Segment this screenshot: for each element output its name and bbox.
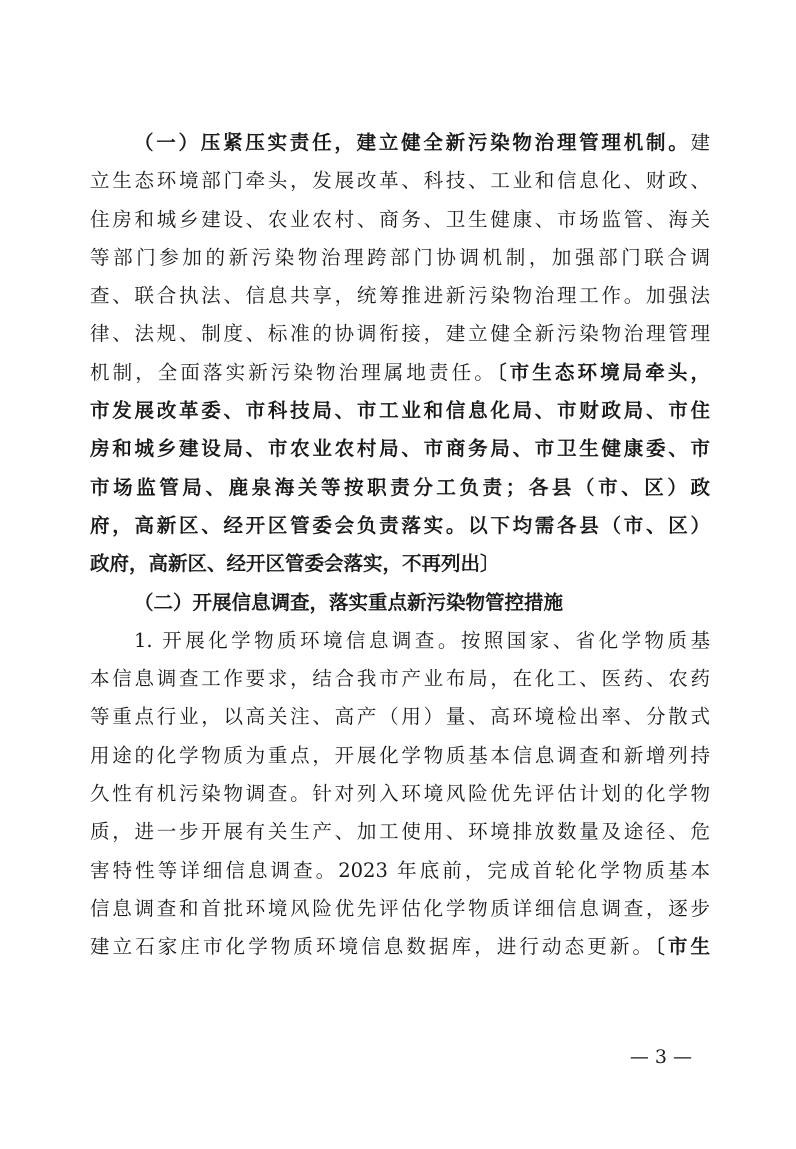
text-segment: 立生态环境部门牵头，发展改革、科技、工业和信息化、财政、 — [90, 169, 710, 193]
page-number: — 3 — — [629, 1046, 692, 1068]
text-line — [90, 928, 710, 966]
text-segment: 害特性等详细信息调查。2023 年底前，完成首轮化学物质基本 — [90, 858, 710, 882]
text-line — [90, 277, 710, 315]
text-line — [90, 354, 710, 392]
text-line — [90, 201, 710, 239]
document-body — [90, 124, 710, 967]
text-segment: 查、联合执法、信息共享，统筹推进新污染物治理工作。加强法 — [90, 284, 710, 308]
text-line — [90, 162, 710, 200]
text-line — [90, 775, 710, 813]
text-line — [90, 392, 710, 430]
text-segment: 市发展改革委、市科技局、市工业和信息化局、市财政局、市住 — [90, 399, 710, 423]
text-segment: 建 — [690, 131, 710, 154]
text-segment: 质，进一步开展有关生产、加工使用、环境排放数量及途径、危 — [90, 820, 710, 844]
text-segment: 府，高新区、经开区管委会负责落实。以下均需各县（市、区） — [90, 513, 710, 537]
text-segment: 等部门参加的新污染物治理跨部门协调机制，加强部门联合调 — [90, 245, 710, 269]
text-line — [90, 852, 710, 890]
text-segment: 本信息调查工作要求，结合我市产业布局，在化工、医药、农药 — [90, 667, 710, 691]
text-segment: 1. 开展化学物质环境信息调查。 — [134, 628, 461, 652]
text-line — [90, 890, 710, 928]
text-line — [90, 813, 710, 851]
text-segment: 市场监管局、鹿泉海关等按职责分工负责；各县（市、区）政 — [90, 475, 710, 499]
text-line — [90, 622, 710, 660]
text-line — [90, 545, 710, 583]
text-segment: 久性有机污染物调查。针对列入环境风险优先评估计划的化学物 — [90, 782, 710, 806]
text-segment: 政府，高新区、经开区管委会落实，不再列出〕 — [90, 552, 500, 576]
text-line — [90, 737, 710, 775]
text-line — [90, 584, 710, 622]
text-line — [90, 430, 710, 468]
text-line — [90, 315, 710, 353]
text-line — [90, 239, 710, 277]
text-line — [90, 469, 710, 507]
text-segment: （二）开展信息调查，落实重点新污染物管控措施 — [134, 590, 564, 614]
text-line — [90, 124, 710, 162]
text-line — [90, 698, 710, 736]
text-segment: 机制，全面落实新污染物治理属地责任。 — [90, 360, 497, 384]
text-segment: 律、法规、制度、标准的协调衔接，建立健全新污染物治理管理 — [90, 322, 710, 346]
text-segment: 等重点行业，以高关注、高产（用）量、高环境检出率、分散式 — [90, 705, 710, 729]
text-segment: （一）压紧压实责任，建立健全新污染物治理管理机制。 — [134, 131, 691, 154]
text-segment: 房和城乡建设局、市农业农村局、市商务局、市卫生健康委、市 — [90, 437, 710, 461]
text-segment: 建立石家庄市化学物质环境信息数据库，进行动态更新。 — [90, 935, 656, 959]
text-segment: 信息调查和首批环境风险优先评估化学物质详细信息调查，逐步 — [90, 896, 710, 920]
text-segment: 按照国家、省化学物质基 — [460, 628, 710, 652]
text-segment: 〔市生 — [655, 935, 710, 959]
text-line — [90, 507, 710, 545]
text-line — [90, 660, 710, 698]
text-segment: 住房和城乡建设、农业农村、商务、卫生健康、市场监管、海关 — [90, 207, 710, 231]
text-segment: 〔市生态环境局牵头， — [496, 360, 710, 384]
text-segment: 用途的化学物质为重点，开展化学物质基本信息调查和新增列持 — [90, 743, 710, 767]
